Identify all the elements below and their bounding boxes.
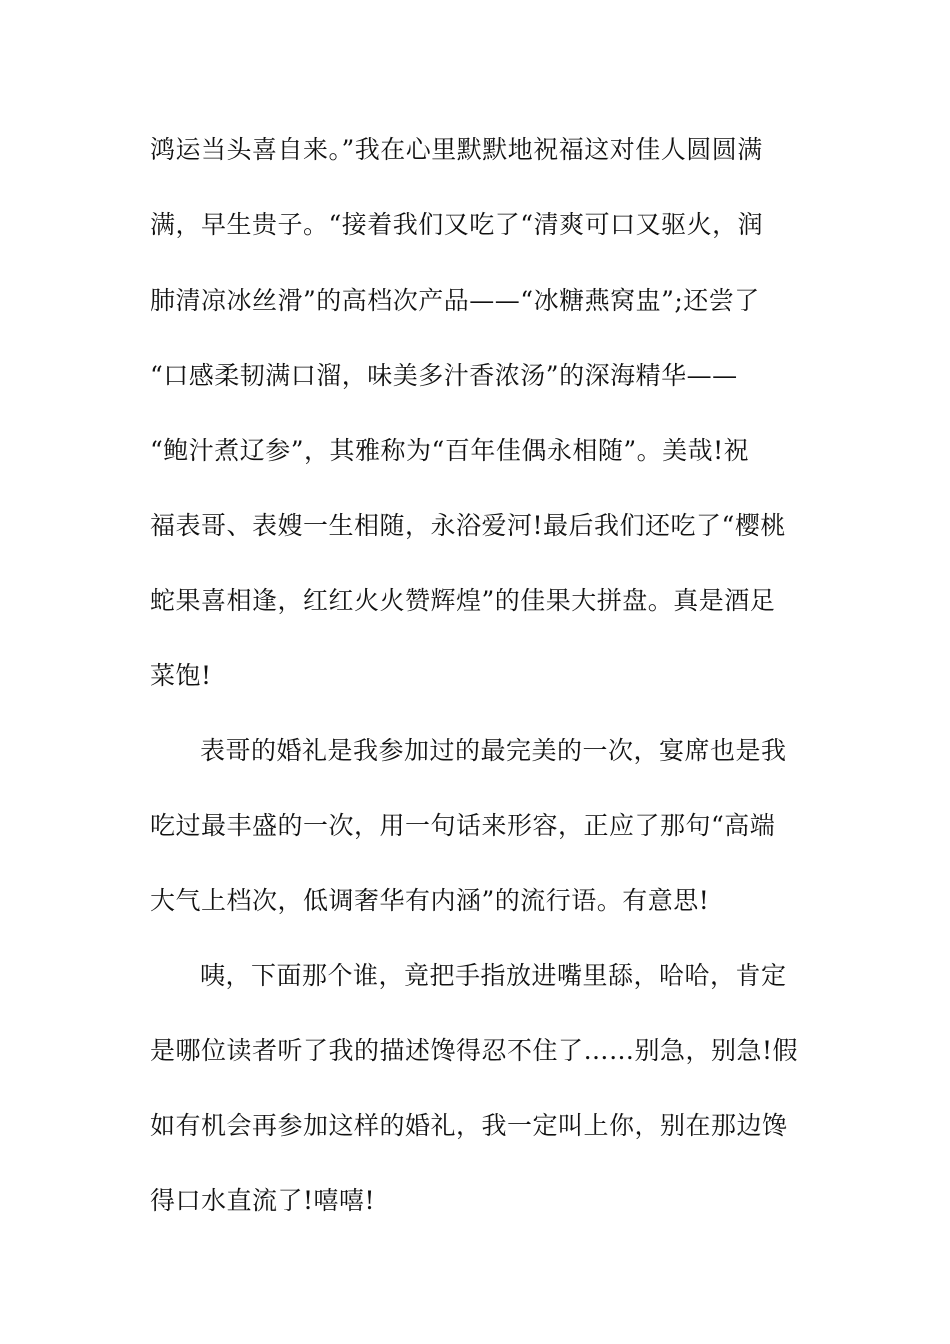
text-line: “口感柔韧满口溜，味美多汁香浓汤”的深海精华—— — [150, 361, 738, 390]
text-line: 满，早生贵子。“接着我们又吃了“清爽可口又驱火，润 — [150, 210, 764, 239]
text-line: 大气上档次，低调奢华有内涵”的流行语。有意思! — [150, 886, 710, 915]
text-line: 鸿运当头喜自来。”我在心里默默地祝福这对佳人圆圆满 — [150, 135, 763, 164]
text-line: 如有机会再参加这样的婚礼，我一定叫上你，别在那边馋 — [150, 1111, 788, 1140]
text-line: 吃过最丰盛的一次，用一句话来形容，正应了那句“高端 — [150, 811, 776, 840]
text-line: 蛇果喜相逢，红红火火赞辉煌”的佳果大拼盘。真是酒足 — [150, 586, 776, 615]
text-line: “鲍汁煮辽参”，其雅称为“百年佳偶永相随”。美哉!祝 — [150, 436, 750, 465]
text-line: 肺清凉冰丝滑”的高档次产品——“冰糖燕窝盅”;还尝了 — [150, 286, 760, 315]
text-line: 福表哥、表嫂一生相随，永浴爱河!最后我们还吃了“樱桃 — [150, 511, 786, 540]
text-line: 得口水直流了!嘻嘻! — [150, 1186, 376, 1215]
paragraph-start-line: 咦，下面那个谁，竟把手指放进嘴里舔，哈哈，肯定 — [200, 961, 787, 990]
paragraph-start-line: 表哥的婚礼是我参加过的最完美的一次，宴席也是我 — [200, 736, 787, 765]
text-line: 菜饱! — [150, 661, 212, 690]
text-line: 是哪位读者听了我的描述馋得忍不住了……别急，别急!假 — [150, 1036, 799, 1065]
